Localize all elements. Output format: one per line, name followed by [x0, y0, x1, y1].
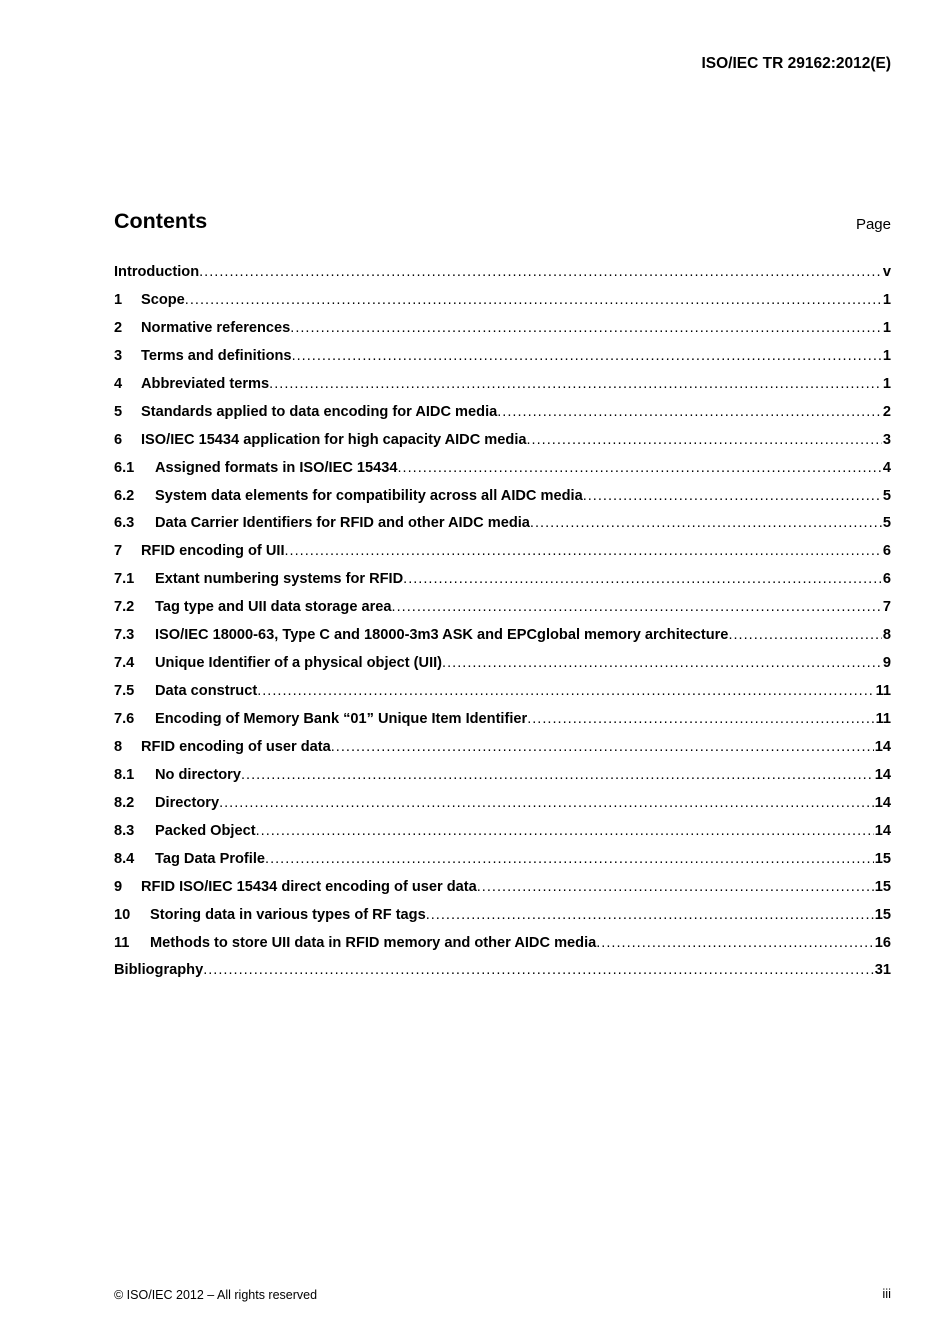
toc-entry[interactable] [114, 262, 891, 290]
toc-entry-title: Data construct [155, 683, 258, 700]
toc-entry-title: Assigned formats in ISO/IEC 15434 [155, 459, 398, 476]
toc-dot-leader [403, 569, 882, 589]
toc-entry-number: 10 [114, 906, 131, 923]
toc-entry[interactable] [114, 402, 891, 430]
toc-entry-page: 11 [875, 711, 891, 727]
toc-entry-number: 1 [114, 291, 123, 308]
toc-entry-title: Scope [141, 291, 185, 308]
toc-entry-number: 7.2 [114, 599, 135, 616]
toc-entry[interactable] [114, 346, 891, 374]
toc-entry[interactable] [114, 569, 891, 597]
toc-dot-leader [728, 625, 881, 645]
toc-entry-page: 16 [874, 934, 891, 951]
toc-entry-title: Directory [155, 794, 220, 811]
toc-entry-page: 6 [882, 543, 891, 560]
toc-entry[interactable] [114, 849, 891, 877]
toc-entry-number: 7.3 [114, 627, 135, 644]
toc-entry[interactable] [114, 625, 891, 653]
toc-entry[interactable] [114, 905, 891, 933]
toc-entry[interactable] [114, 793, 891, 821]
toc-entry-title: ISO/IEC 18000-63, Type C and 18000-3m3 ASK and EPCglobal memory architecture [155, 627, 729, 644]
toc-dot-leader [256, 821, 874, 841]
toc-entry-page: 7 [882, 599, 891, 616]
toc-entry-title: Tag type and UII data storage area [155, 599, 392, 616]
toc-dot-leader [596, 933, 874, 953]
toc-entry-number: 5 [114, 403, 123, 420]
toc-entry[interactable] [114, 737, 891, 765]
toc-entry[interactable] [114, 960, 891, 988]
toc-entry-title: RFID encoding of UII [141, 543, 285, 560]
toc-entry-title: Unique Identifier of a physical object (UII) [155, 655, 443, 672]
toc-entry[interactable] [114, 430, 891, 458]
toc-entry-page: 2 [882, 403, 891, 420]
toc-entry[interactable] [114, 374, 891, 402]
toc-entry[interactable] [114, 513, 891, 541]
toc-entry-page: 1 [882, 319, 891, 336]
toc-entry[interactable] [114, 458, 891, 486]
toc-dot-leader [477, 877, 874, 897]
toc-entry-page: 1 [882, 347, 891, 364]
table-of-contents [114, 262, 891, 988]
toc-entry-title: Standards applied to data encoding for AIDC media [141, 403, 498, 420]
page-number: iii [882, 1286, 891, 1301]
toc-entry-page: 14 [874, 794, 891, 811]
toc-entry-title: Introduction [114, 264, 200, 280]
toc-entry-title: RFID ISO/IEC 15434 direct encoding of user data [141, 878, 477, 895]
toc-entry-title: Abbreviated terms [141, 375, 270, 392]
toc-entry-page: 3 [882, 431, 891, 448]
toc-entry[interactable] [114, 541, 891, 569]
toc-entry-number: 8 [114, 738, 123, 755]
toc-entry-title: System data elements for compatibility across all AIDC media [155, 487, 583, 504]
toc-entry-page: 14 [874, 766, 891, 783]
toc-dot-leader [265, 849, 874, 869]
toc-entry-title: Packed Object [155, 822, 256, 839]
toc-entry-number: 4 [114, 375, 123, 392]
toc-entry-page: 8 [882, 627, 891, 644]
toc-entry-number: 2 [114, 319, 123, 336]
toc-entry-number: 6.2 [114, 487, 135, 504]
toc-entry[interactable] [114, 486, 891, 514]
toc-entry-title: RFID encoding of user data [141, 738, 331, 755]
toc-entry-title: Bibliography [114, 962, 204, 979]
toc-dot-leader [527, 430, 882, 450]
toc-entry-page: 11 [875, 683, 891, 700]
toc-entry-page: 1 [882, 291, 891, 308]
toc-entry-title: Data Carrier Identifiers for RFID and other AIDC media [155, 515, 530, 532]
toc-entry-title: Storing data in various types of RF tags [150, 906, 426, 923]
toc-dot-leader [285, 541, 882, 561]
toc-dot-leader [583, 486, 882, 506]
toc-entry-page: 9 [882, 655, 891, 672]
toc-entry-title: ISO/IEC 15434 application for high capacity AIDC media [141, 431, 527, 448]
toc-dot-leader [257, 681, 874, 701]
toc-entry[interactable] [114, 933, 891, 961]
toc-entry-page: 31 [874, 962, 891, 979]
toc-entry-number: 9 [114, 878, 123, 895]
toc-dot-leader [426, 905, 874, 925]
toc-dot-leader [269, 374, 882, 394]
toc-entry-number: 8.4 [114, 850, 135, 867]
toc-entry-number: 6.1 [114, 459, 135, 476]
toc-dot-leader [292, 346, 882, 366]
toc-entry-number: 11 [114, 934, 130, 951]
toc-entry-number: 3 [114, 347, 123, 364]
toc-dot-leader [290, 318, 882, 338]
toc-entry-page: 5 [882, 515, 891, 532]
toc-entry-number: 7.1 [114, 571, 135, 588]
toc-dot-leader [398, 458, 882, 478]
toc-dot-leader [185, 290, 882, 310]
toc-entry-title: Encoding of Memory Bank “01” Unique Item Identifier [155, 711, 528, 727]
toc-dot-leader [442, 653, 882, 673]
document-id-header: ISO/IEC TR 29162:2012(E) [701, 55, 891, 72]
toc-entry[interactable] [114, 653, 891, 681]
copyright-footer: © ISO/IEC 2012 – All rights reserved [114, 1288, 318, 1302]
toc-entry-title: Tag Data Profile [155, 850, 266, 867]
toc-entry-title: No directory [155, 766, 241, 783]
toc-entry-number: 6 [114, 431, 123, 448]
toc-dot-leader [392, 597, 882, 617]
toc-entry[interactable] [114, 318, 891, 346]
toc-entry[interactable] [114, 597, 891, 625]
toc-entry-title: Normative references [141, 319, 291, 336]
toc-dot-leader [241, 765, 874, 785]
toc-entry-title: Methods to store UII data in RFID memory and other AIDC media [150, 934, 597, 951]
contents-heading: Contents [114, 209, 208, 233]
toc-entry-page: 14 [874, 822, 891, 839]
toc-dot-leader [497, 402, 882, 422]
toc-entry-page: 5 [882, 487, 891, 504]
toc-entry[interactable] [114, 877, 891, 905]
toc-dot-leader [203, 960, 874, 980]
toc-entry[interactable] [114, 290, 891, 318]
toc-entry-number: 7.4 [114, 655, 135, 672]
toc-entry[interactable] [114, 681, 891, 709]
toc-entry-number: 8.3 [114, 822, 135, 839]
toc-entry-number: 7.6 [114, 711, 135, 727]
toc-entry[interactable] [114, 765, 891, 793]
toc-entry[interactable] [114, 709, 891, 737]
toc-entry-number: 8.2 [114, 794, 135, 811]
toc-dot-leader [527, 709, 874, 729]
page-column-label: Page [855, 216, 891, 233]
toc-entry-page: 15 [874, 906, 891, 923]
toc-entry[interactable] [114, 821, 891, 849]
toc-entry-page: 15 [874, 878, 891, 895]
toc-entry-title: Terms and definitions [141, 347, 292, 364]
toc-entry-number: 8.1 [114, 766, 135, 783]
toc-dot-leader [530, 513, 882, 533]
toc-entry-title: Extant numbering systems for RFID [155, 571, 404, 588]
toc-entry-number: 7 [114, 543, 123, 560]
toc-dot-leader [331, 737, 874, 757]
toc-entry-page: v [882, 264, 891, 280]
toc-entry-page: 1 [882, 375, 891, 392]
toc-entry-number: 6.3 [114, 515, 135, 532]
toc-entry-page: 14 [874, 738, 891, 755]
toc-dot-leader [219, 793, 874, 813]
toc-entry-page: 4 [882, 459, 891, 476]
toc-entry-page: 15 [874, 850, 891, 867]
toc-entry-page: 6 [882, 571, 891, 588]
toc-entry-number: 7.5 [114, 683, 135, 700]
toc-dot-leader [199, 262, 882, 282]
